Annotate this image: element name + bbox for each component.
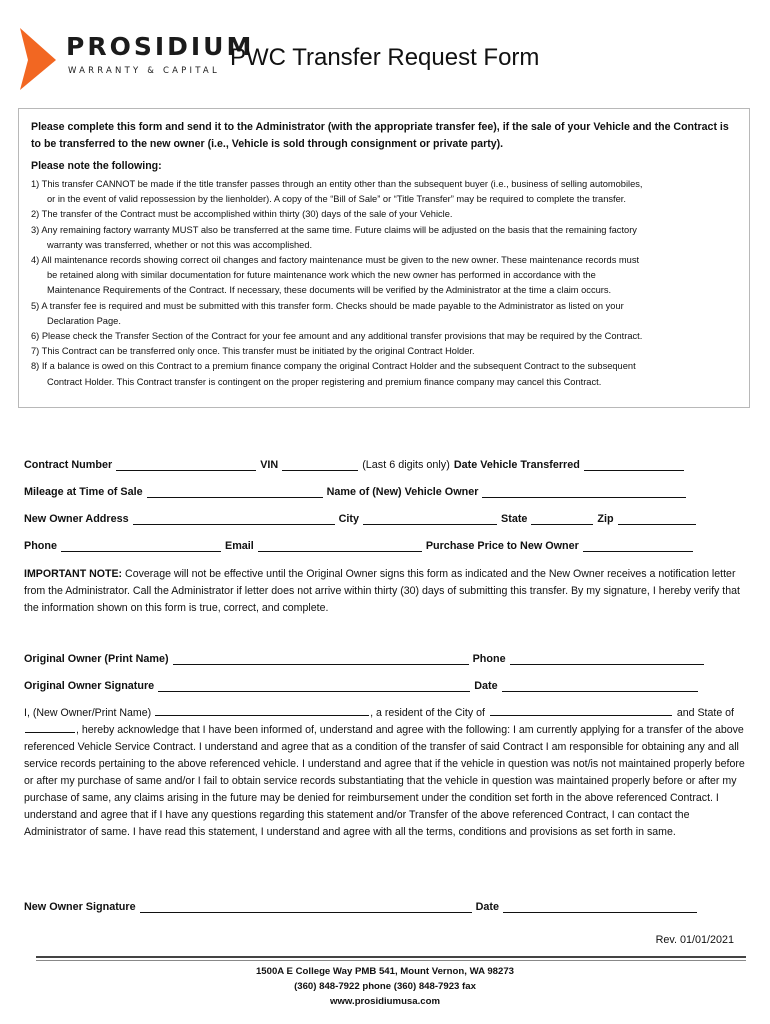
footer-website[interactable]: www.prosidiumusa.com xyxy=(330,996,440,1007)
new-owner-signature-section xyxy=(24,886,744,913)
rule-item: 1) This transfer CANNOT be made if the title transfer passes through an entity other than the subsequent buyer (i.e., business of selling automobiles, or in the event of valid repossession by the lienholder). A copy of the “Bill of Sale” or “Title Transfer” may be required to complete the transfer. xyxy=(31,179,643,205)
original-owner-section xyxy=(24,638,744,692)
vehicle-info-fields xyxy=(24,444,744,552)
header xyxy=(18,24,758,94)
date-transferred-field[interactable] xyxy=(584,459,684,471)
field-row xyxy=(24,471,744,498)
new-owner-name-field[interactable] xyxy=(482,486,686,498)
original-owner-signature-field[interactable] xyxy=(158,680,470,692)
rule-item: 5) A transfer fee is required and must be submitted with this transfer form. Checks should be made payable to the Administrator as listed on your Declaration Page. xyxy=(31,300,624,326)
state-field[interactable] xyxy=(531,513,593,525)
important-text: Coverage will not be effective until the Original Owner signs this form as indicated and the New Owner receives a notification letter from the Administrator. Call the Administrator if letter does not arrive within thirty (30) days of submitting this transfer. By my signature, I hereby verify that the information shown on this form is true, correct, and complete. xyxy=(24,568,740,614)
vin-field[interactable] xyxy=(282,459,358,471)
state-label: State xyxy=(501,513,528,525)
footer xyxy=(0,964,770,1009)
mileage-field[interactable] xyxy=(147,486,323,498)
original-owner-phone-label: Phone xyxy=(472,653,506,665)
rules-list xyxy=(31,177,739,390)
ack-text: , a resident of the City of xyxy=(370,707,485,719)
rule-item: 6) Please check the Transfer Section of the Contract for your fee amount and any additional transfer provisions that may be required by the Contract. xyxy=(31,331,643,342)
phone-label: Phone xyxy=(24,540,57,552)
original-owner-name-field[interactable] xyxy=(173,653,469,665)
mileage-label: Mileage at Time of Sale xyxy=(24,486,143,498)
new-owner-signature-label: New Owner Signature xyxy=(24,901,136,913)
original-owner-name-label: Original Owner (Print Name) xyxy=(24,653,169,665)
contract-number-field[interactable] xyxy=(116,459,256,471)
footer-divider xyxy=(36,956,746,958)
rule-item: 7) This Contract can be transferred only once. This transfer must be initiated by the original Contract Holder. xyxy=(31,346,475,357)
original-owner-date-label: Date xyxy=(474,680,498,692)
new-owner-address-label: New Owner Address xyxy=(24,513,129,525)
intro-text: Please complete this form and send it to the Administrator (with the appropriate transfer fee), if the sale of your Vehicle and the Contract is to be transferred to the new owner (i.e., Vehicle is sold through consignment or private party). xyxy=(31,121,729,150)
footer-divider xyxy=(36,960,746,961)
revision-date: Rev. 01/01/2021 xyxy=(655,934,734,946)
rule-item: 3) Any remaining factory warranty MUST also be transferred at the same time. Future claims will be adjusted on the basis that the remaining factory warranty was transferred, whether or not this was accomplished. xyxy=(31,224,637,250)
field-row xyxy=(24,525,744,552)
field-row xyxy=(24,638,744,665)
original-owner-date-field[interactable] xyxy=(502,680,698,692)
date-transferred-label: Date Vehicle Transferred xyxy=(453,459,580,471)
zip-label: Zip xyxy=(597,513,614,525)
field-row xyxy=(24,665,744,692)
rule-item: 2) The transfer of the Contract must be accomplished within thirty (30) days of the sale of your Vehicle. xyxy=(31,209,453,220)
footer-address: 1500A E College Way PMB 541, Mount Vernon, WA 98273 xyxy=(255,966,515,977)
rule-item: 8) If a balance is owed on this Contract to a premium finance company the original Contract Holder and the subsequent Contract to the subsequent Contract Holder. This Contract transfer is contingent on the proper registering and premium finance company may cancel this Contract. xyxy=(31,361,636,387)
email-label: Email xyxy=(225,540,254,552)
important-note xyxy=(24,566,740,617)
vin-label: VIN xyxy=(260,459,279,471)
new-owner-signature-field[interactable] xyxy=(140,901,472,913)
instructions-box xyxy=(18,108,750,408)
ack-text: I, (New Owner/Print Name) xyxy=(24,707,152,719)
original-owner-signature-label: Original Owner Signature xyxy=(24,680,155,692)
vin-note: (Last 6 digits only) xyxy=(362,459,450,471)
contract-number-label: Contract Number xyxy=(24,459,113,471)
field-row xyxy=(24,444,744,471)
ack-text: State of xyxy=(697,707,734,719)
new-owner-print-name-field[interactable] xyxy=(155,705,369,716)
new-owner-name-label: Name of (New) Vehicle Owner xyxy=(326,486,479,498)
original-owner-phone-field[interactable] xyxy=(510,653,704,665)
email-field[interactable] xyxy=(258,540,422,552)
prosidium-logo-icon xyxy=(18,26,58,92)
zip-field[interactable] xyxy=(618,513,696,525)
ack-text: , hereby acknowledge that I have been informed of, understand and agree with the following: I am currently applying for a transfer of the above referenced Vehicle Service Contract. I understand and agree that as a condition of the transfer of said Contract I am responsible for obtaining any and all service records pertaining to the above referenced vehicle. I understand and agree that if the vehicle in question was not/is not maintained properly before or after my purchase of same and/or I fail to obtain service records substantiating that the vehicle in question was maintained properly before or after my purchase of same, any claims arising in the future may be denied for reimbursement under the condition set forth in the above referenced Contract. I understand and agree that if I have any questions regarding this statement and/or Transfer of the above referenced Contract, I can contact the Administrator of same. I have read this statement, I understand and agree with all the terms, conditions and provisions as set forth in same. xyxy=(24,724,745,838)
ack-text: and xyxy=(676,707,695,719)
new-owner-date-label: Date xyxy=(475,901,499,913)
city-of-residence-field[interactable] xyxy=(490,705,672,716)
brand-name: PROSIDIUM xyxy=(66,32,255,61)
phone-field[interactable] xyxy=(61,540,221,552)
new-owner-date-field[interactable] xyxy=(503,901,697,913)
acknowledgement-paragraph xyxy=(24,705,746,841)
important-label: IMPORTANT NOTE: xyxy=(24,568,123,580)
rule-item: 4) All maintenance records showing correct oil changes and factory maintenance must be given to the new owner. These maintenance records must be retained along with similar documentation for future maintenance work which the new owner has performed in accordance with the Maintenance Requirements of the Contract. If necessary, these documents will be verified by the Administrator at the time a claim occurs. xyxy=(31,255,640,296)
purchase-price-field[interactable] xyxy=(583,540,693,552)
city-label: City xyxy=(338,513,360,525)
note-heading: Please note the following: xyxy=(31,160,162,172)
state-of-residence-field[interactable] xyxy=(25,722,75,733)
city-field[interactable] xyxy=(363,513,497,525)
field-row xyxy=(24,886,744,913)
page-title: PWC Transfer Request Form xyxy=(230,44,540,71)
new-owner-address-field[interactable] xyxy=(133,513,335,525)
footer-phones: (360) 848-7922 phone (360) 848-7923 fax xyxy=(294,981,476,992)
brand-subtitle: WARRANTY & CAPITAL xyxy=(68,66,220,76)
purchase-price-label: Purchase Price to New Owner xyxy=(425,540,579,552)
field-row xyxy=(24,498,744,525)
